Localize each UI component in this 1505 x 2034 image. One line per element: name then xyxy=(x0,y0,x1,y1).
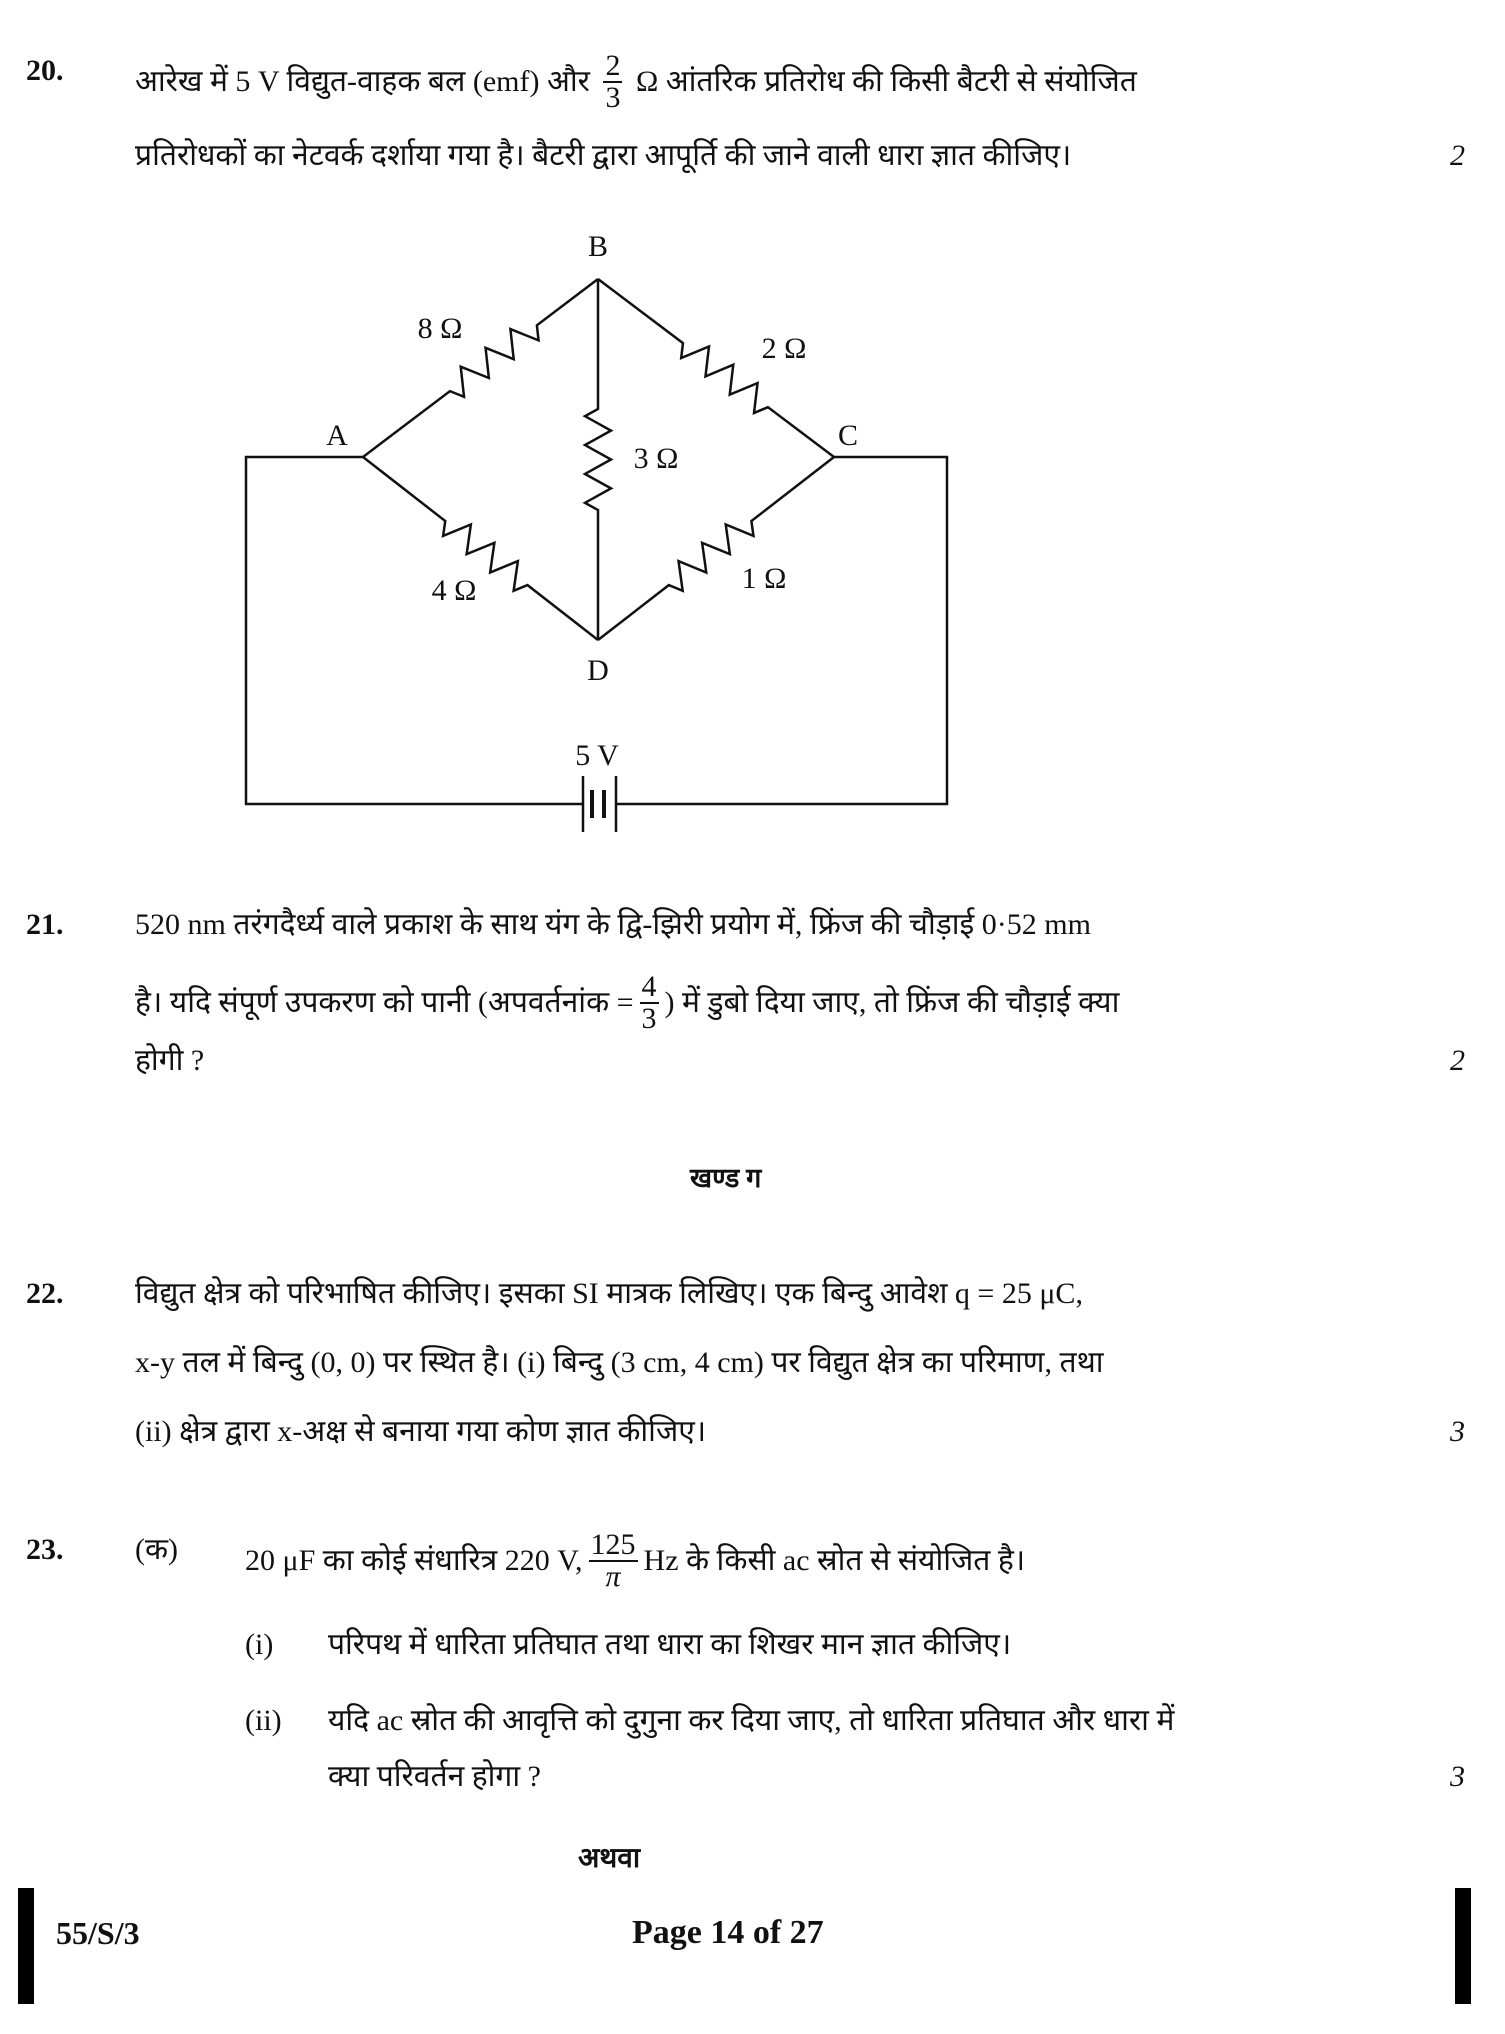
paper-code: 55/S/3 xyxy=(56,1915,140,1951)
q22-line-3: (ii) क्षेत्र द्वारा x-अक्ष से बनाया गया कोण ज्ञात कीजिए। xyxy=(135,1415,707,1448)
q21-text-b: ) में डुबो दिया जाए, तो फ्रिंज की चौड़ाई क्या xyxy=(664,985,1120,1019)
question-number: 20. xyxy=(26,54,64,87)
resistor-4-ohm xyxy=(363,457,598,640)
node-label-b: B xyxy=(587,230,609,263)
marks: 2 xyxy=(1450,1044,1465,1077)
q20-line-2: प्रतिरोधकों का नेटवर्क दर्शाया गया है। बैटरी द्वारा आपूर्ति की जाने वाली धारा ज्ञात कीजिए। xyxy=(135,139,1072,172)
fraction-numerator: 125 xyxy=(590,1528,636,1561)
resistor-label-bd: 3 Ω xyxy=(633,442,679,475)
circuit-diagram xyxy=(0,0,1505,860)
q22-line-2: x-y तल में बिन्दु (0, 0) पर स्थित है। (i) बिन्दु (3 cm, 4 cm) पर विद्युत क्षेत्र का परिमाण, तथा xyxy=(135,1346,1104,1379)
resistor-8-ohm xyxy=(363,279,598,457)
q23-sub2-line-1: यदि ac स्रोत की आवृत्ति को दुगुना कर दिया जाए, तो धारिता प्रतिघात और धारा में xyxy=(328,1704,1175,1737)
fraction-numerator: 4 xyxy=(641,970,657,1003)
q20-text-b: Ω आंतरिक प्रतिरोध की किसी बैटरी से संयोजित xyxy=(635,64,1137,98)
page-number: Page 14 of 27 xyxy=(632,1914,824,1951)
marks: 2 xyxy=(1450,139,1465,172)
resistor-label-ab: 8 Ω xyxy=(417,312,463,345)
footer-bar-left xyxy=(18,1888,34,2004)
q23-line-1 xyxy=(245,1528,1026,1594)
fraction-denominator: 3 xyxy=(605,81,621,114)
q21-line-2 xyxy=(135,970,1120,1036)
fraction xyxy=(589,1530,638,1592)
q21-text-a: है। यदि संपूर्ण उपकरण को पानी (अपवर्तनांक = xyxy=(135,985,634,1019)
q23-sub2-line-2: क्या परिवर्तन होगा ? xyxy=(328,1760,541,1793)
battery-label: 5 V xyxy=(575,739,619,772)
q23-part-label: (क) xyxy=(135,1533,179,1566)
q21-line-3: होगी ? xyxy=(135,1044,205,1077)
q22-line-1: विद्युत क्षेत्र को परिभाषित कीजिए। इसका SI मात्रक लिखिए। एक बिन्दु आवेश q = 25 μC, xyxy=(135,1277,1083,1310)
q23-text-b: Hz के किसी ac स्रोत से संयोजित है। xyxy=(643,1543,1026,1577)
marks: 3 xyxy=(1450,1760,1465,1793)
footer-bar-right xyxy=(1455,1888,1471,2004)
resistor-1-ohm xyxy=(598,457,834,640)
sub-label: (i) xyxy=(245,1628,274,1661)
marks: 3 xyxy=(1450,1415,1465,1448)
q23-sub1: परिपथ में धारिता प्रतिघात तथा धारा का शिखर मान ज्ञात कीजिए। xyxy=(328,1628,1012,1661)
node-label-d: D xyxy=(587,654,609,687)
fraction-numerator: 2 xyxy=(605,49,621,82)
q20-text-a: आरेख में 5 V विद्युत-वाहक बल (emf) और xyxy=(135,64,590,98)
resistor-label-cd: 1 Ω xyxy=(741,562,787,595)
q23-text-a: 20 μF का कोई संधारित्र 220 V, xyxy=(245,1543,583,1577)
node-label-a: A xyxy=(326,419,348,452)
question-number: 21. xyxy=(26,908,64,941)
sub-label: (ii) xyxy=(245,1704,282,1737)
q21-line-1: 520 nm तरंगदैर्ध्य वाले प्रकाश के साथ यंग के द्वि-झिरी प्रयोग में, फ्रिंज की चौड़ाई 0·52 mm xyxy=(135,908,1091,941)
node-label-c: C xyxy=(837,419,859,452)
resistor-label-bc: 2 Ω xyxy=(761,332,807,365)
or-label: अथवा xyxy=(578,1843,641,1874)
wire-right xyxy=(616,457,947,804)
fraction xyxy=(640,972,659,1034)
wire-left xyxy=(246,457,583,804)
resistor-label-ad: 4 Ω xyxy=(431,574,477,607)
fraction-denominator: π xyxy=(605,1560,621,1593)
fraction-denominator: 3 xyxy=(641,1002,657,1035)
question-number: 23. xyxy=(26,1533,64,1566)
section-heading: खण्ड ग xyxy=(690,1163,762,1193)
resistor-2-ohm xyxy=(598,279,834,457)
resistor-3-ohm xyxy=(585,279,611,640)
question-number: 22. xyxy=(26,1277,64,1310)
